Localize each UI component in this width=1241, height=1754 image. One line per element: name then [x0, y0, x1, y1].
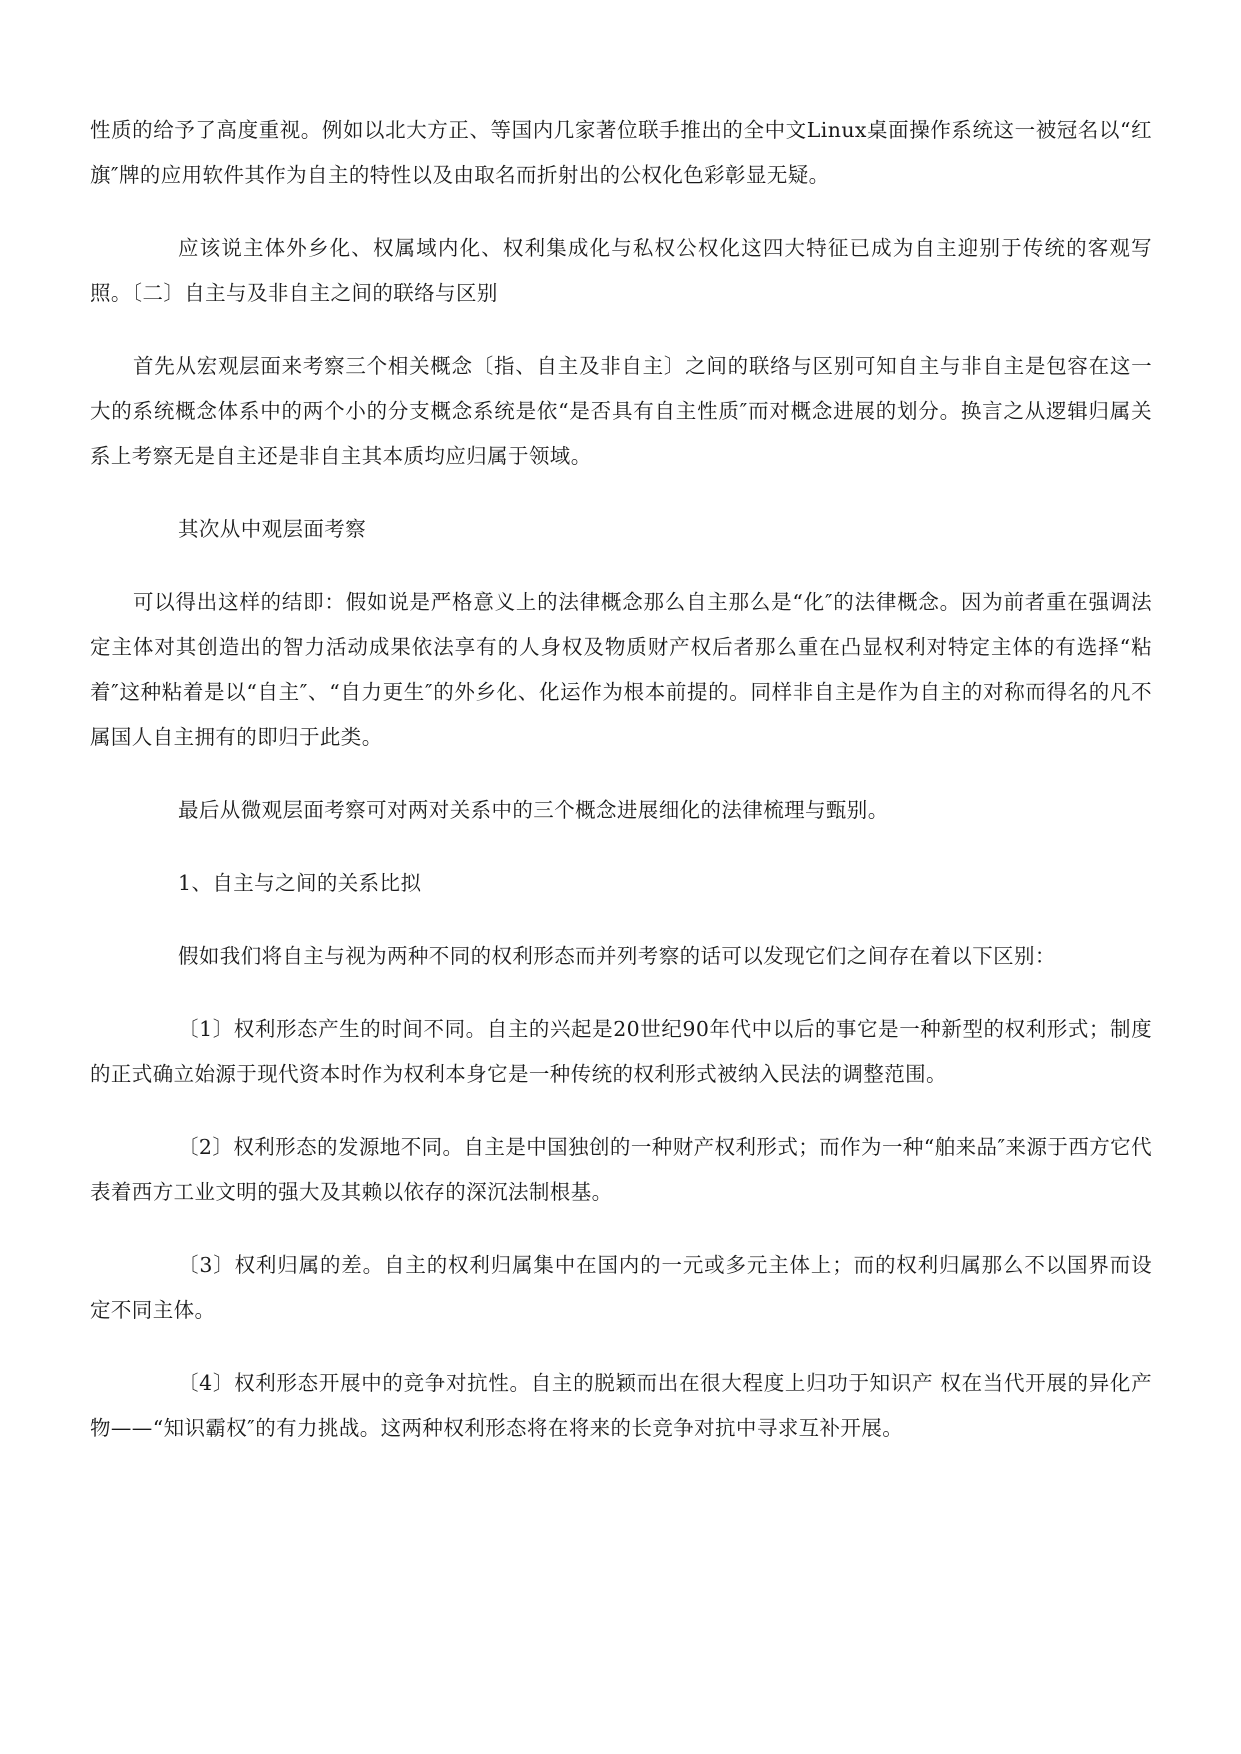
paragraph: 最后从微观层面考察可对两对关系中的三个概念进展细化的法律梳理与甄别。 — [178, 798, 889, 822]
section-heading: 1、自主与之间的关系比拟 — [178, 871, 422, 895]
list-item: 〔2〕权利形态的发源地不同。自主是中国独创的一种财产权利形式；而作为一种“舶来品″来源于西方它代表着西方工业文明的强大及其赖以依存的深沉法制根基。 — [90, 1135, 1152, 1204]
list-item: 〔3〕权利归属的差。自主的权利归属集中在国内的一元或多元主体上；而的权利归属那么不以国界而设定不同主体。 — [90, 1253, 1152, 1322]
paragraph: 可以得出这样的结即：假如说是严格意义上的法律概念那么自主那么是“化″的法律概念。因为前者重在强调法定主体对其创造出的智力活动成果依法享有的人身权及物质财产权后者那么重在凸显权利对特定主体的有选择“粘着″这种粘着是以“自主″、“自力更生″的外乡化、化运作为根本前提的。同样非自主是作为自主的对称而得名的凡不属国人自主拥有的即归于此类。 — [90, 590, 1152, 749]
paragraph: 假如我们将自主与视为两种不同的权利形态而并列考察的话可以发现它们之间存在着以下区别： — [178, 944, 1056, 968]
paragraph: 性质的给予了高度重视。例如以北大方正、等国内几家著位联手推出的全中文Linux桌面操作系统这一被冠名以“红旗″牌的应用软件其作为自主的特性以及由取名而折射出的公权化色彩彰显无疑。 — [90, 118, 1152, 187]
paragraph: 应该说主体外乡化、权属域内化、权利集成化与私权公权化这四大特征已成为自主迎别于传统的客观写照。〔二〕自主与及非自主之间的联络与区别 — [90, 236, 1152, 305]
list-item: 〔1〕权利形态产生的时间不同。自主的兴起是20世纪90年代中以后的事它是一种新型的权利形式；制度的正式确立始源于现代资本时作为权利本身它是一种传统的权利形式被纳入民法的调整范围。 — [90, 1017, 1152, 1086]
paragraph: 其次从中观层面考察 — [178, 517, 367, 541]
paragraph: 首先从宏观层面来考察三个相关概念〔指、自主及非自主〕之间的联络与区别可知自主与非自主是包容在这一大的系统概念体系中的两个小的分支概念系统是依“是否具有自主性质″而对概念进展的划分。换言之从逻辑归属关系上考察无是自主还是非自主其本质均应归属于领域。 — [90, 354, 1152, 468]
document-page — [90, 108, 1152, 1479]
list-item: 〔4〕权利形态开展中的竞争对抗性。自主的脱颖而出在很大程度上归功于知识产 权在当代开展的异化产物——“知识霸权″的有力挑战。这两种权利形态将在将来的长竞争对抗中寻求互补开展。 — [90, 1371, 1152, 1440]
